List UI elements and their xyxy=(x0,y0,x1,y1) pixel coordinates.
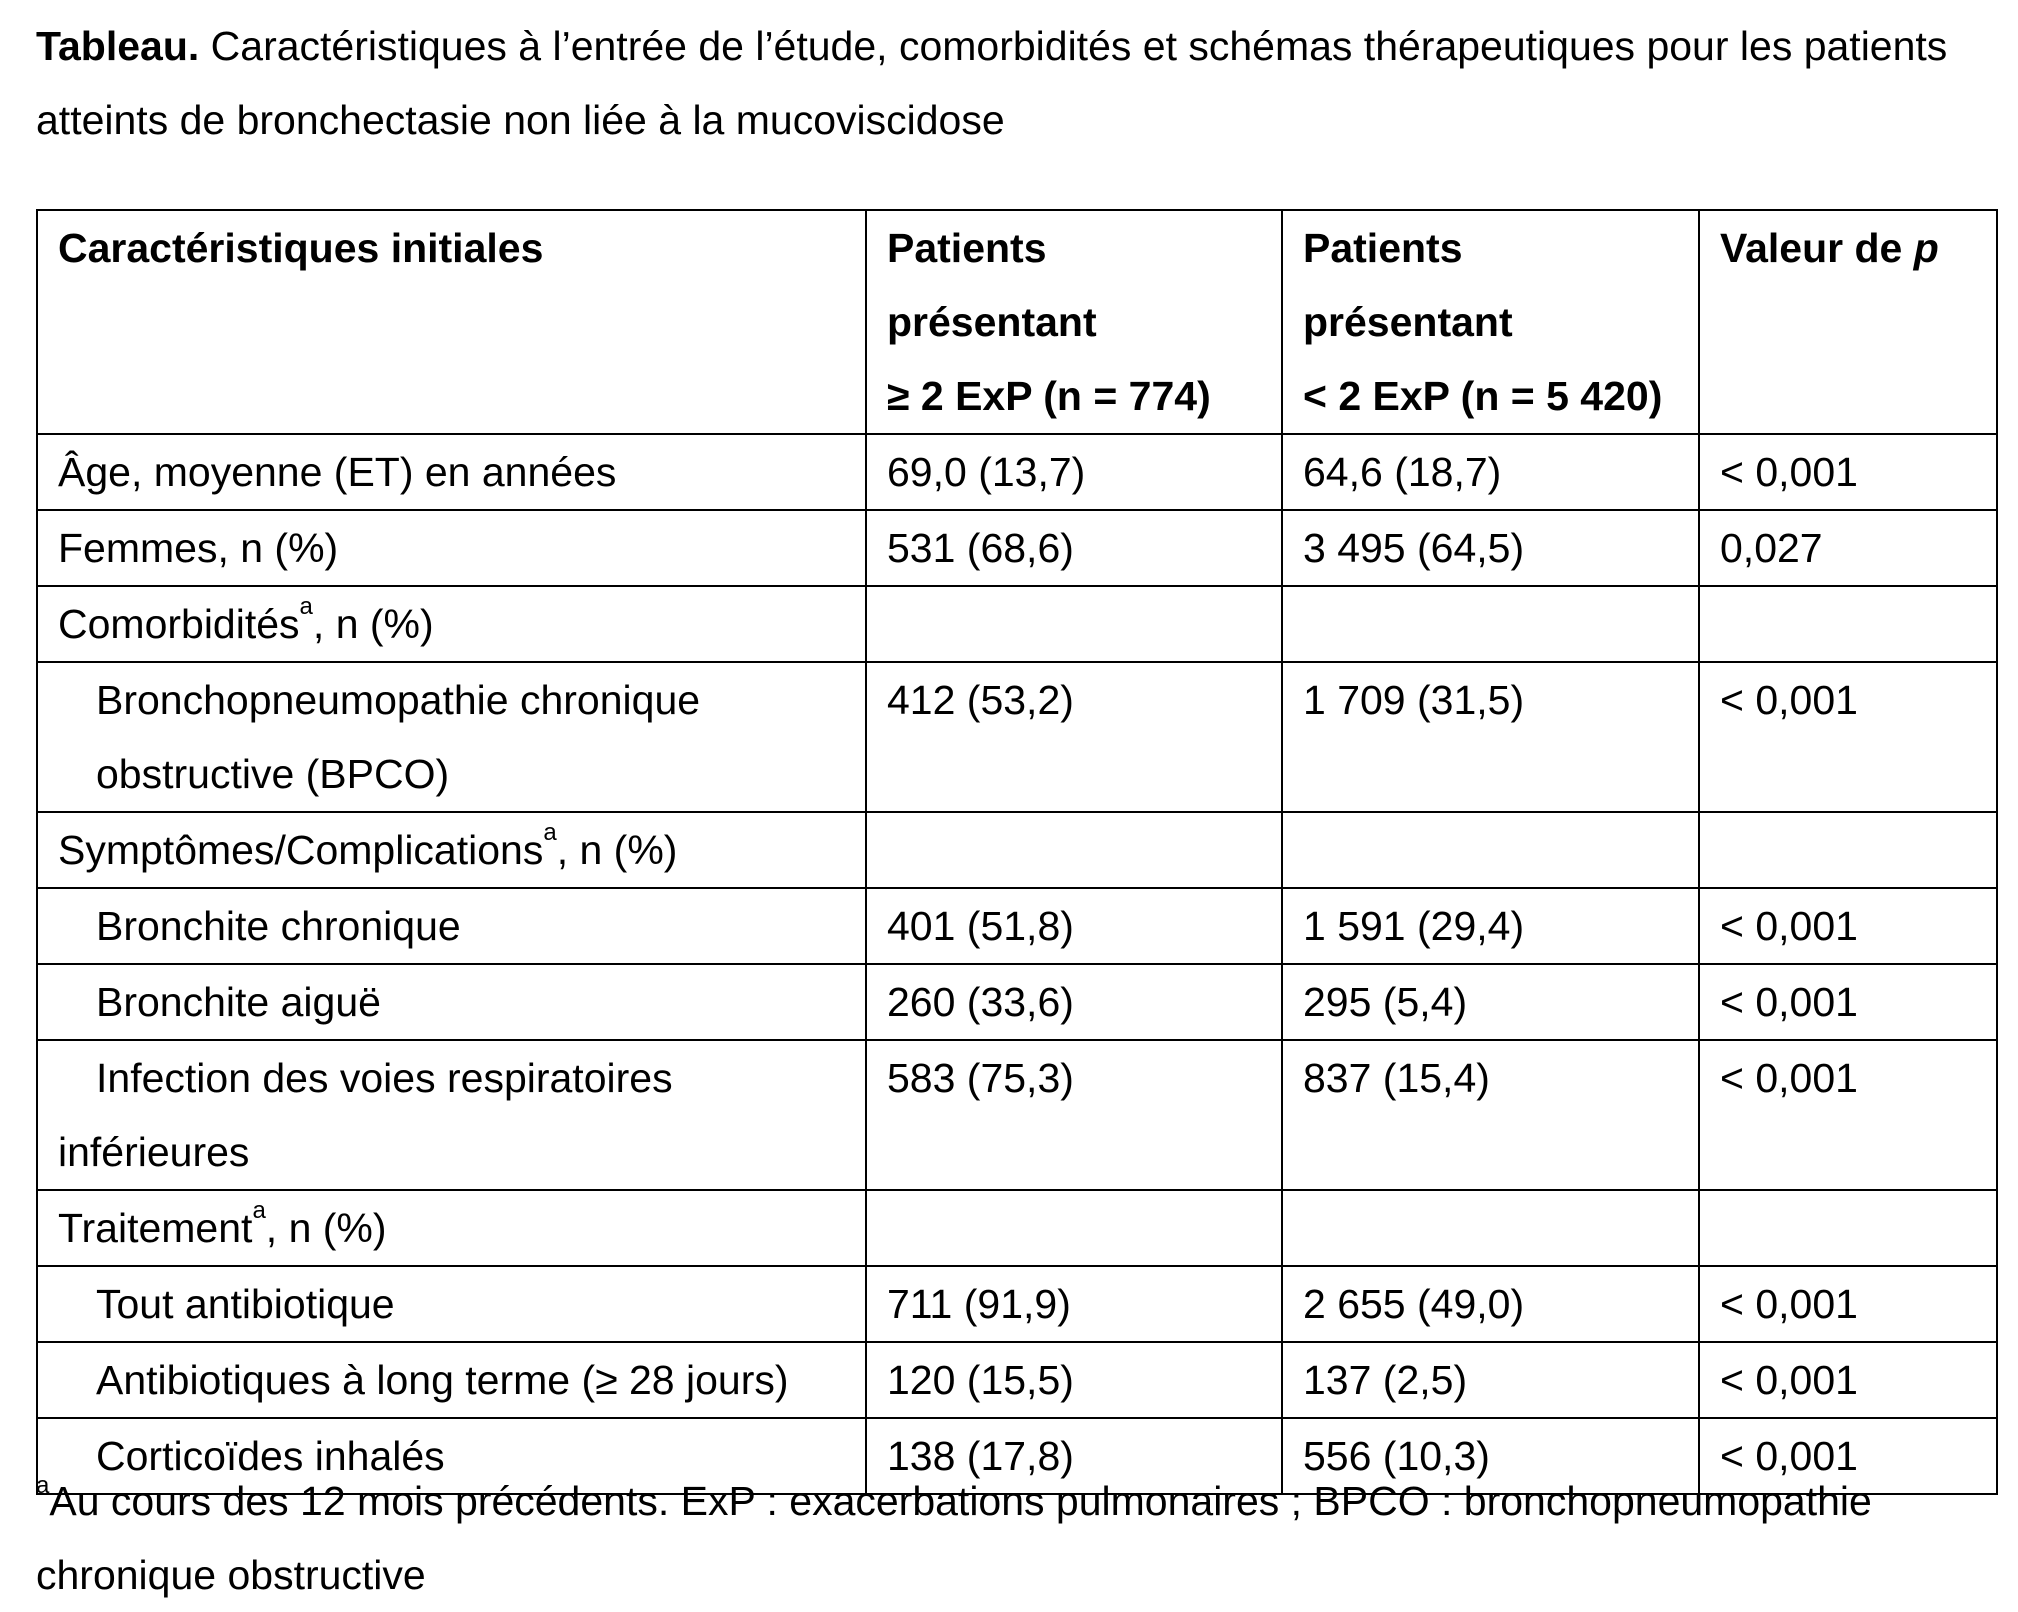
row-p-value xyxy=(1699,586,1997,662)
row-ge2-value: 711 (91,9) xyxy=(866,1266,1282,1342)
row-ge2-value: 69,0 (13,7) xyxy=(866,434,1282,510)
table-section-row xyxy=(37,586,1997,662)
caption-label: Tableau. xyxy=(36,23,200,69)
table-row xyxy=(37,1040,1997,1190)
row-p-value xyxy=(1699,1190,1997,1266)
table-row xyxy=(37,888,1997,964)
table-section-row xyxy=(37,812,1997,888)
row-p-value: < 0,001 xyxy=(1699,888,1997,964)
row-ge2-value: 401 (51,8) xyxy=(866,888,1282,964)
caption-text: Caractéristiques à l’entrée de l’étude, comorbidités et schémas thérapeutiques pour les patients atteints de bronchectasie non liée à la mucoviscidose xyxy=(36,23,1948,143)
row-label: Tout antibiotique xyxy=(37,1266,866,1342)
table-row xyxy=(37,964,1997,1040)
row-lt2-value: 556 (10,3) xyxy=(1282,1418,1699,1494)
row-lt2-value xyxy=(1282,812,1699,888)
row-label: Femmes, n (%) xyxy=(37,510,866,586)
row-label: Âge, moyenne (ET) en années xyxy=(37,434,866,510)
section-label-comorbidities: Comorbidités$^a$, n (%) xyxy=(37,586,866,662)
row-p-value: < 0,001 xyxy=(1699,1266,1997,1342)
header-characteristics: Caractéristiques initiales xyxy=(37,210,866,434)
row-ge2-value xyxy=(866,586,1282,662)
header-ge2-exp: Patients présentant ≥ 2 ExP (n = 774) xyxy=(866,210,1282,434)
row-lt2-value xyxy=(1282,1190,1699,1266)
row-ge2-value: 120 (15,5) xyxy=(866,1342,1282,1418)
row-label: Bronchopneumopathie chronique obstructive (BPCO) xyxy=(37,662,866,812)
row-label: Bronchite aiguë xyxy=(37,964,866,1040)
table-section-row xyxy=(37,1190,1997,1266)
table-row xyxy=(37,510,1997,586)
row-lt2-value: 1 591 (29,4) xyxy=(1282,888,1699,964)
row-p-value: < 0,001 xyxy=(1699,1040,1997,1190)
row-lt2-value xyxy=(1282,586,1699,662)
row-label: Infection des voies respiratoires inférieures xyxy=(37,1040,866,1190)
row-lt2-value: 64,6 (18,7) xyxy=(1282,434,1699,510)
header-p-value: Valeur de p xyxy=(1699,210,1997,434)
table-header-row xyxy=(37,210,1997,434)
table-row xyxy=(37,434,1997,510)
row-lt2-value: 1 709 (31,5) xyxy=(1282,662,1699,812)
row-lt2-value: 295 (5,4) xyxy=(1282,964,1699,1040)
row-ge2-value: 412 (53,2) xyxy=(866,662,1282,812)
table-row xyxy=(37,662,1997,812)
table-row xyxy=(37,1266,1997,1342)
row-label: Corticoïdes inhalés xyxy=(37,1418,866,1494)
section-label-treatment: Traitement$^a$, n (%) xyxy=(37,1190,866,1266)
table-footnote xyxy=(36,1464,1996,1612)
row-p-value: < 0,001 xyxy=(1699,964,1997,1040)
row-ge2-value xyxy=(866,812,1282,888)
document-page xyxy=(36,0,1996,1598)
row-ge2-value: 583 (75,3) xyxy=(866,1040,1282,1190)
row-p-value: 0,027 xyxy=(1699,510,1997,586)
row-label: Bronchite chronique xyxy=(37,888,866,964)
row-ge2-value: 260 (33,6) xyxy=(866,964,1282,1040)
row-p-value xyxy=(1699,812,1997,888)
row-lt2-value: 2 655 (49,0) xyxy=(1282,1266,1699,1342)
row-lt2-value: 3 495 (64,5) xyxy=(1282,510,1699,586)
row-p-value: < 0,001 xyxy=(1699,1342,1997,1418)
section-label-symptoms: Symptômes/Complications$^a$, n (%) xyxy=(37,812,866,888)
row-ge2-value: 138 (17,8) xyxy=(866,1418,1282,1494)
row-lt2-value: 137 (2,5) xyxy=(1282,1342,1699,1418)
row-ge2-value xyxy=(866,1190,1282,1266)
row-lt2-value: 837 (15,4) xyxy=(1282,1040,1699,1190)
row-p-value: < 0,001 xyxy=(1699,434,1997,510)
row-label: Antibiotiques à long terme (≥ 28 jours) xyxy=(37,1342,866,1418)
footnote-text: Au cours des 12 mois précédents. ExP : exacerbations pulmonaires ; BPCO : bronchopneumopathie chronique obstructive xyxy=(36,1478,1872,1598)
table-row xyxy=(37,1342,1997,1418)
row-ge2-value: 531 (68,6) xyxy=(866,510,1282,586)
header-lt2-exp: Patients présentant < 2 ExP (n = 5 420) xyxy=(1282,210,1699,434)
row-p-value: < 0,001 xyxy=(1699,662,1997,812)
table-caption xyxy=(36,9,1996,157)
footnote-marker: a xyxy=(36,1472,50,1499)
characteristics-table xyxy=(36,209,1998,1495)
row-p-value: < 0,001 xyxy=(1699,1418,1997,1494)
